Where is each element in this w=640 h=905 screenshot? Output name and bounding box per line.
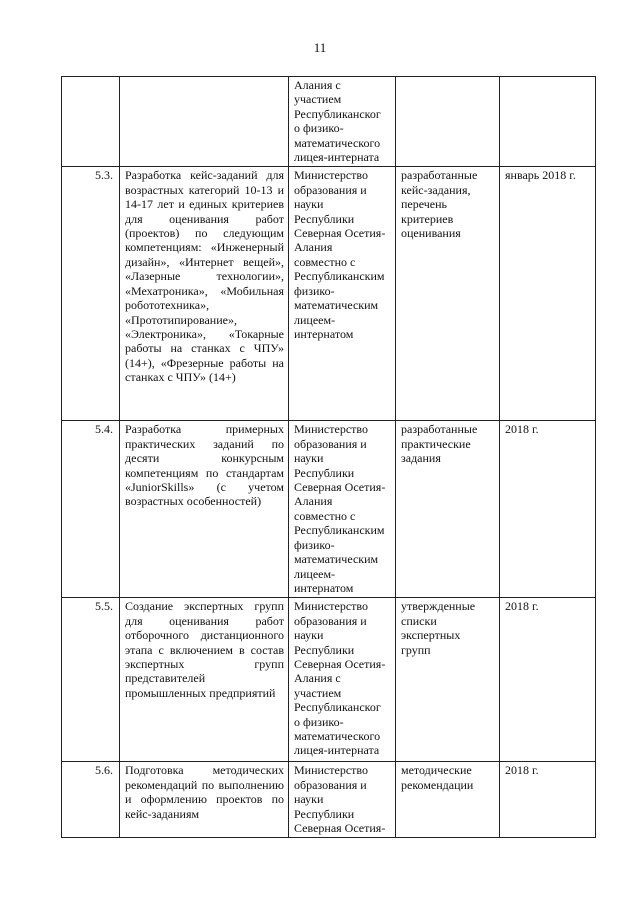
executor-line: Министерство bbox=[294, 422, 368, 437]
executor-line: образования и bbox=[294, 436, 367, 451]
task-text: Разработка кейс-заданий для возрастных категорий 10-13 и 14-17 лет и единых критериев для оценивания работ (проектов) по следующим компетенциям: «Инженерный дизайн», «Интернет вещей», «Лазерные технологии», «Мехатроника», «Мобильная робототехника», «Прототипирование», «Электроника», «Токарные работы на станках с ЧПУ» (14+), «Фрезерные работы на станках с ЧПУ» (14+) bbox=[125, 168, 284, 385]
executor-line: образования и bbox=[294, 777, 367, 792]
executor-line: Алания bbox=[294, 494, 333, 509]
executor-line: о физико- bbox=[294, 121, 344, 136]
deadline-cell bbox=[500, 77, 596, 167]
table-row bbox=[62, 77, 596, 167]
executor-line: Северная Осетия- bbox=[294, 820, 386, 835]
task-cell bbox=[120, 167, 289, 421]
result-line: задания bbox=[401, 451, 441, 466]
deadline-cell: 2018 г. bbox=[500, 421, 596, 598]
executor-line: Министерство bbox=[294, 168, 368, 183]
task-cell bbox=[120, 598, 289, 762]
executor-line: Северная Осетия- bbox=[294, 480, 386, 495]
table-row bbox=[62, 421, 596, 598]
row-number-cell: 5.4. bbox=[62, 421, 120, 598]
executor-line: Алания с bbox=[294, 671, 341, 686]
result-cell bbox=[396, 167, 500, 421]
result-line: групп bbox=[401, 642, 431, 657]
executor-line: Алания с bbox=[294, 78, 341, 92]
task-text: Подготовка методических рекомендаций по выполнению и оформлению проектов по кейс-заданиям bbox=[125, 763, 284, 821]
executor-line: Республиканског bbox=[294, 106, 381, 121]
task-cell bbox=[120, 77, 289, 167]
executor-line: лицеем- bbox=[294, 312, 336, 327]
executor-line: науки bbox=[294, 197, 324, 212]
executor-line: Алания bbox=[294, 240, 333, 255]
executor-line: Республики bbox=[294, 642, 355, 657]
result-line: перечень bbox=[401, 197, 448, 212]
result-cell bbox=[396, 421, 500, 598]
executor-line: о физико- bbox=[294, 714, 344, 729]
executor-line: совместно с bbox=[294, 508, 356, 523]
task-text: Разработка примерных практических заданий по десяти конкурсным компетенциям по стандартам «JuniorSkills» (с учетом возрастных особенностей) bbox=[125, 422, 284, 509]
executor-line: совместно с bbox=[294, 254, 356, 269]
executor-line: участием bbox=[294, 685, 342, 700]
plan-table-body bbox=[62, 77, 596, 838]
result-cell bbox=[396, 598, 500, 762]
task-cell bbox=[120, 762, 289, 838]
result-line: рекомендации bbox=[401, 777, 474, 792]
task-text: Создание экспертных групп для оценивания работ отборочного дистанционного этапа с включением в состав экспертных групп представителей промышленных предприятий bbox=[125, 599, 284, 700]
executor-line: математического bbox=[294, 135, 381, 150]
executor-line: Министерство bbox=[294, 763, 368, 778]
result-line: утвержденные bbox=[401, 599, 476, 614]
executor-line: образования и bbox=[294, 182, 367, 197]
executor-line: Республиканским bbox=[294, 523, 385, 538]
executor-line: физико- bbox=[294, 283, 335, 298]
table-row bbox=[62, 762, 596, 838]
executor-cell bbox=[289, 77, 396, 167]
row-number-cell bbox=[62, 77, 120, 167]
executor-line: интернатом bbox=[294, 326, 354, 341]
result-cell bbox=[396, 762, 500, 838]
table-row bbox=[62, 598, 596, 762]
page-number: 11 bbox=[313, 40, 327, 55]
table-row bbox=[62, 167, 596, 421]
executor-line: математическим bbox=[294, 298, 379, 313]
result-line: разработанные bbox=[401, 168, 478, 183]
result-line: критериев bbox=[401, 211, 454, 226]
executor-line: физико- bbox=[294, 537, 335, 552]
result-cell bbox=[396, 77, 500, 167]
row-number-cell: 5.5. bbox=[62, 598, 120, 762]
executor-line: Северная Осетия- bbox=[294, 656, 386, 671]
executor-line: Республиканског bbox=[294, 700, 381, 715]
executor-line: Республики bbox=[294, 211, 355, 226]
executor-cell bbox=[289, 598, 396, 762]
executor-cell bbox=[289, 421, 396, 598]
deadline-cell: 2018 г. bbox=[500, 762, 596, 838]
result-line: разработанные bbox=[401, 422, 478, 437]
executor-line: науки bbox=[294, 628, 324, 643]
plan-table bbox=[61, 76, 596, 838]
executor-line: лицея-интерната bbox=[294, 743, 380, 758]
executor-cell bbox=[289, 167, 396, 421]
executor-line: лицеем- bbox=[294, 566, 336, 581]
result-line: экспертных bbox=[401, 628, 461, 643]
executor-line: Северная Осетия- bbox=[294, 226, 386, 241]
executor-line: Министерство bbox=[294, 599, 368, 614]
executor-line: науки bbox=[294, 792, 324, 807]
executor-line: Республики bbox=[294, 806, 355, 821]
row-number-cell: 5.6. bbox=[62, 762, 120, 838]
task-cell bbox=[120, 421, 289, 598]
executor-line: науки bbox=[294, 451, 324, 466]
result-line: списки bbox=[401, 613, 437, 628]
result-line: методические bbox=[401, 763, 472, 778]
result-line: практические bbox=[401, 436, 471, 451]
result-line: кейс-задания, bbox=[401, 182, 471, 197]
executor-line: образования и bbox=[294, 613, 367, 628]
executor-line: интернатом bbox=[294, 580, 354, 595]
executor-line: участием bbox=[294, 92, 342, 107]
deadline-cell: январь 2018 г. bbox=[500, 167, 596, 421]
executor-line: лицея-интерната bbox=[294, 150, 380, 165]
executor-cell bbox=[289, 762, 396, 838]
executor-line: Республиканским bbox=[294, 269, 385, 284]
executor-line: математическим bbox=[294, 552, 379, 567]
deadline-cell: 2018 г. bbox=[500, 598, 596, 762]
result-line: оценивания bbox=[401, 226, 461, 241]
executor-line: Республики bbox=[294, 465, 355, 480]
row-number-cell: 5.3. bbox=[62, 167, 120, 421]
executor-line: математического bbox=[294, 728, 381, 743]
